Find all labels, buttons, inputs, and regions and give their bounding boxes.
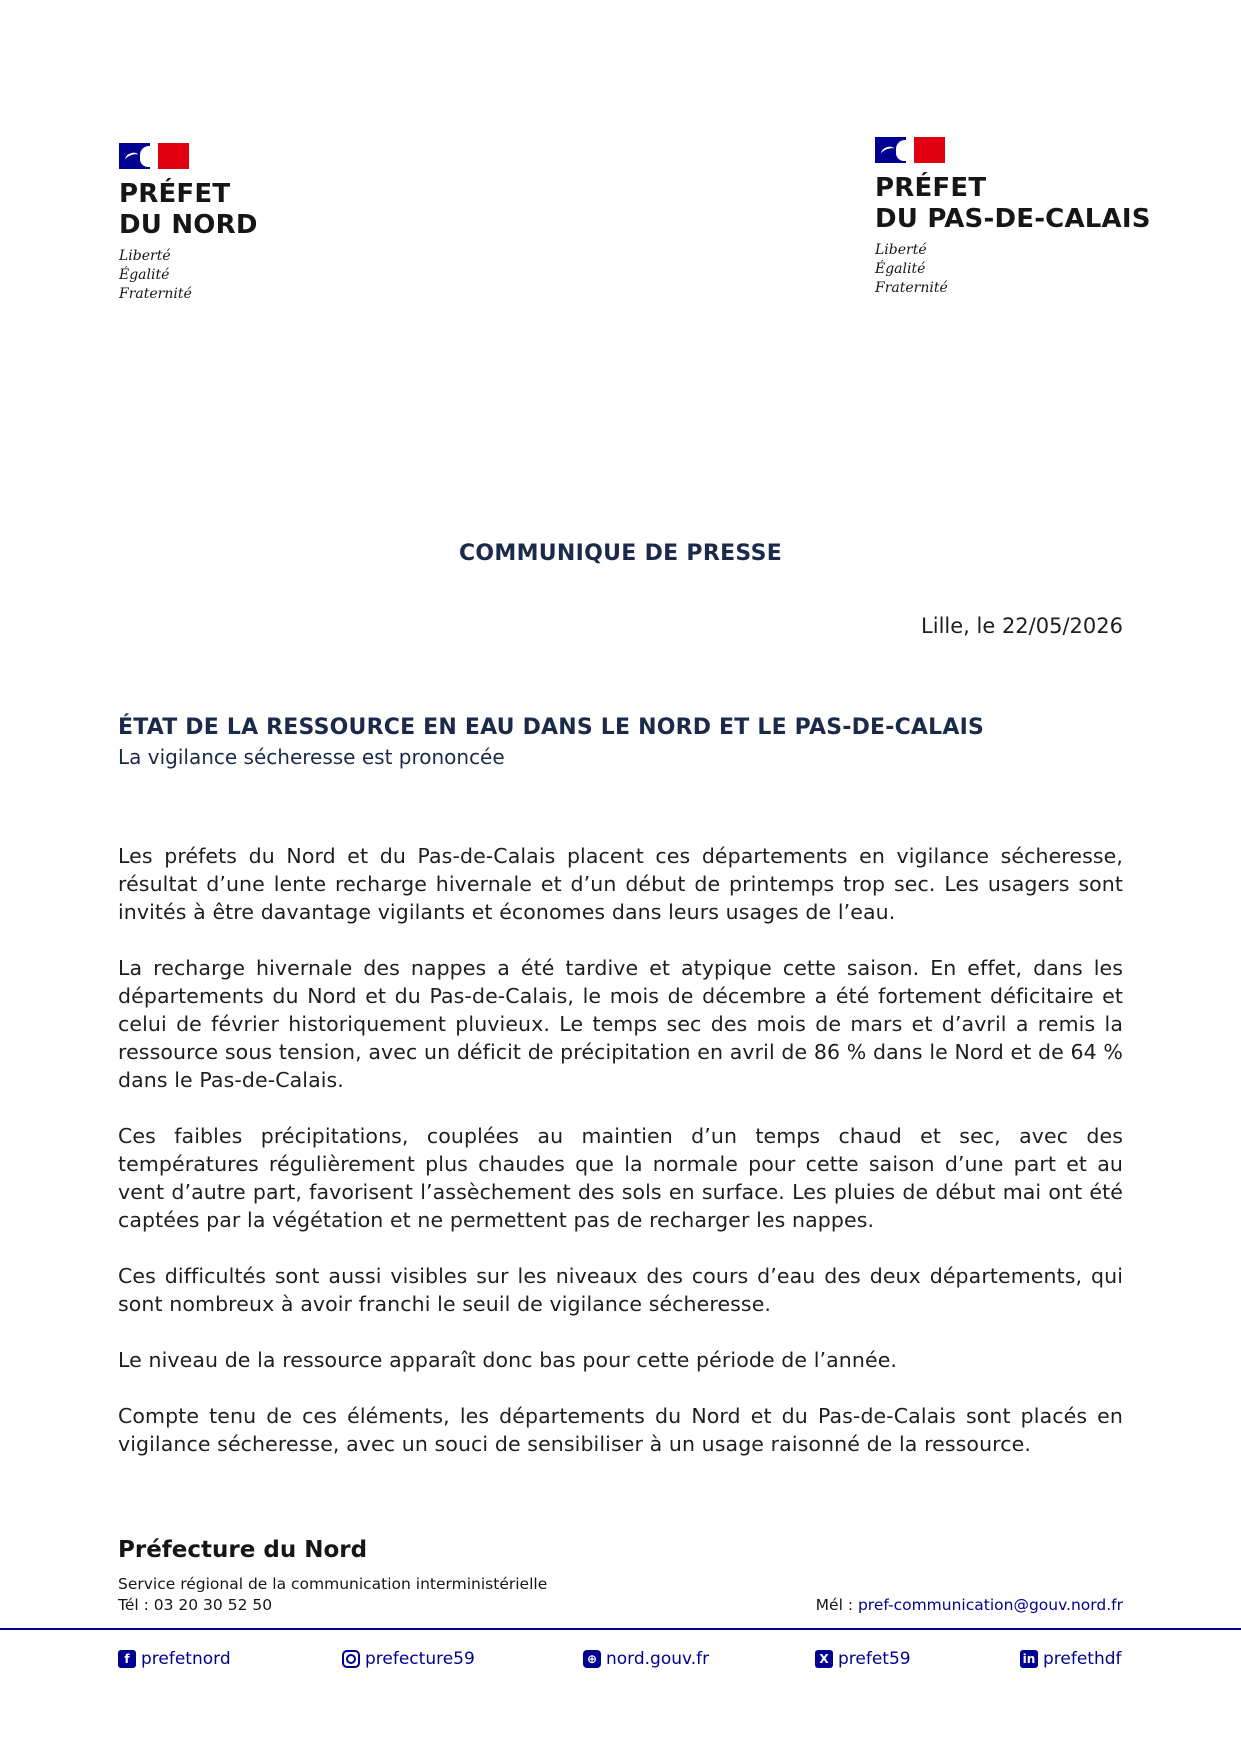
document-heading: COMMUNIQUE DE PRESSE <box>458 541 783 566</box>
footer-phone: Tél : 03 20 30 52 50 <box>118 1596 273 1614</box>
logo-name-line1: PRÉFET <box>875 173 987 203</box>
social-label: prefecture59 <box>365 1649 475 1669</box>
social-label: prefet59 <box>838 1649 911 1669</box>
footer-email-link[interactable]: pref-communication@gouv.nord.fr <box>857 1596 1123 1614</box>
logo-prefet-du-pas-de-calais <box>875 137 1151 298</box>
press-release-body <box>118 842 1123 1486</box>
social-link-linkedin[interactable] <box>1020 1649 1122 1669</box>
motto-egalite: Égalité <box>119 267 170 283</box>
social-label: nord.gouv.fr <box>606 1649 710 1669</box>
social-links <box>118 1649 1123 1675</box>
motto-egalite: Égalité <box>875 261 926 277</box>
logo-name <box>875 173 1151 235</box>
logo-name-line2: DU PAS-DE-CALAIS <box>875 204 1151 234</box>
web-icon: ⊕ <box>583 1650 601 1668</box>
footer-service: Service régional de la communication interministérielle <box>118 1575 548 1593</box>
x-icon: X <box>815 1650 833 1668</box>
body-paragraph: Ces difficultés sont aussi visibles sur les niveaux des cours d’eau des deux départements, qui sont nombreux à avoir franchi le seuil de vigilance sécheresse. <box>118 1264 1123 1316</box>
body-paragraph: Ces faibles précipitations, couplées au maintien d’un temps chaud et sec, avec des températures régulièrement plus chaudes que la normale pour cette saison d’une part et au vent d’autre part, favorisent l’assèchement des sols en surface. Les pluies de début mai ont été captées par la végétation et ne permettent pas de recharger les nappes. <box>118 1124 1123 1232</box>
footer-email <box>816 1596 1123 1614</box>
social-label: prefetnord <box>141 1649 231 1669</box>
social-link-website[interactable] <box>583 1649 709 1669</box>
body-paragraph: La recharge hivernale des nappes a été tardive et atypique cette saison. En effet, dans les départements du Nord et du Pas-de-Calais, le mois de décembre a été fortement déficitaire et celui de février historiquement pluvieux. Le temps sec des mois de mars et d’avril a remis la ressource sous tension, avec un déficit de précipitation en avril de 86 % dans le Nord et de 64 % dans le Pas-de-Calais. <box>118 956 1123 1092</box>
body-paragraph: Compte tenu de ces éléments, les départements du Nord et du Pas-de-Calais sont placés en vigilance sécheresse, avec un souci de sensibiliser à un usage raisonné de la ressource. <box>118 1404 1123 1456</box>
instagram-icon <box>342 1650 360 1668</box>
press-release-subtitle: La vigilance sécheresse est prononcée <box>118 745 505 769</box>
marianne-flag-icon <box>875 137 945 163</box>
footer-organization: Préfecture du Nord <box>118 1537 368 1563</box>
logo-name <box>119 179 258 241</box>
social-link-x[interactable] <box>815 1649 911 1669</box>
logo-motto <box>875 241 1151 298</box>
press-release-title: ÉTAT DE LA RESSOURCE EN EAU DANS LE NORD ET LE PAS-DE-CALAIS <box>118 715 985 740</box>
social-link-facebook[interactable] <box>118 1649 231 1669</box>
logo-motto <box>119 247 258 304</box>
motto-fraternite: Fraternité <box>119 286 192 302</box>
facebook-icon: f <box>118 1650 136 1668</box>
motto-fraternite: Fraternité <box>875 280 948 296</box>
linkedin-icon: in <box>1020 1650 1038 1668</box>
motto-liberte: Liberté <box>875 242 927 258</box>
body-paragraph: Les préfets du Nord et du Pas-de-Calais placent ces départements en vigilance sécheresse, résultat d’une lente recharge hivernale et d’un début de printemps trop sec. Les usagers sont invités à être davantage vigilants et économes dans leurs usages de l’eau. <box>118 844 1123 924</box>
marianne-flag-icon <box>119 143 189 169</box>
logo-name-line2: DU NORD <box>119 210 258 240</box>
social-link-instagram[interactable] <box>342 1649 475 1669</box>
social-label: prefethdf <box>1043 1649 1122 1669</box>
footer-email-label: Mél : <box>815 1596 858 1614</box>
footer-divider <box>0 1628 1241 1630</box>
logo-name-line1: PRÉFET <box>119 179 231 209</box>
document-date: Lille, le 22/05/2026 <box>921 614 1123 638</box>
motto-liberte: Liberté <box>119 248 171 264</box>
body-paragraph: Le niveau de la ressource apparaît donc bas pour cette période de l’année. <box>118 1348 898 1372</box>
logo-prefet-du-nord <box>119 143 258 304</box>
